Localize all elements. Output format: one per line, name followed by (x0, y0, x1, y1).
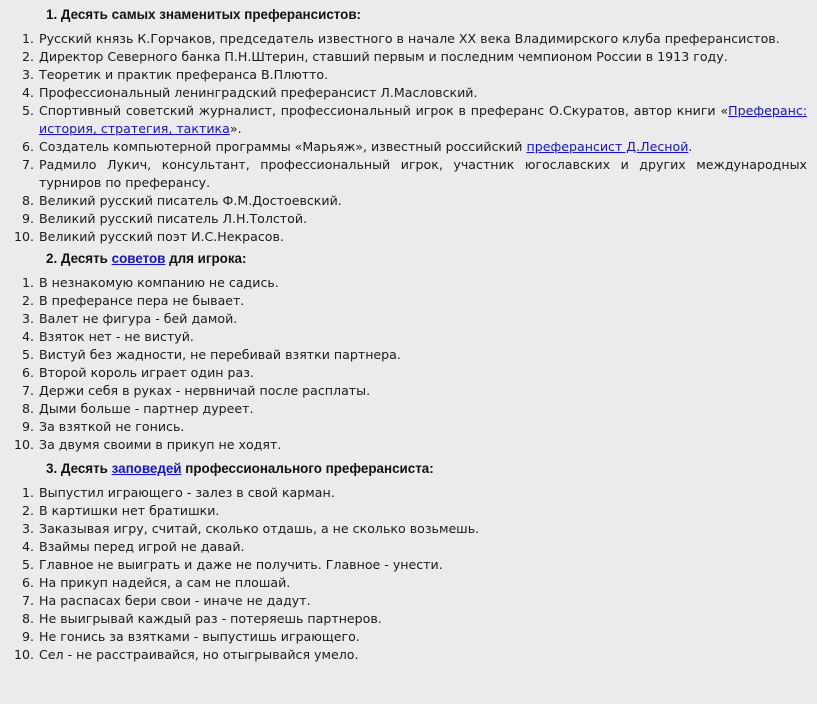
list-item: 5. Вистуй без жадности, не перебивай взятки партнера. (38, 346, 807, 364)
list-item-text: . (688, 139, 693, 154)
list-item: 8. Не выигрывай каждый раз - потеряешь партнеров. (38, 610, 807, 628)
book-link[interactable]: Преферанс: история, стратегия, тактика (39, 103, 807, 136)
list-item: 9. Великий русский писатель Л.Н.Толстой. (38, 210, 807, 228)
list-item: 5. Главное не выиграть и даже не получить. Главное - унести. (38, 556, 807, 574)
list-item (38, 138, 807, 156)
list-item: 4. Взаймы перед игрой не давай. (38, 538, 807, 556)
section-2-title (46, 250, 807, 268)
famous-players-list (0, 30, 807, 246)
list-item: 6. Второй король играет один раз. (38, 364, 807, 382)
list-item: 8. Дыми больше - партнер дуреет. (38, 400, 807, 418)
list-item: 3. Теоретик и практик преферанса В.Плютто. (38, 66, 807, 84)
list-item: 7. Держи себя в руках - нервничай после расплаты. (38, 382, 807, 400)
list-item: 9. За взяткой не гонись. (38, 418, 807, 436)
commandments-link[interactable]: заповедей (111, 461, 182, 476)
list-item: 6. На прикуп надейся, а сам не плошай. (38, 574, 807, 592)
tips-list (0, 274, 807, 454)
section-1-title: 1. Десять самых знаменитых преферансистов: (46, 7, 362, 22)
list-item: 10. За двумя своими в прикуп не ходят. (38, 436, 807, 454)
list-item-text: ». (229, 121, 242, 136)
list-item: 7. На распасах бери свои - иначе не дадут. (38, 592, 807, 610)
list-item-text: Создатель компьютерной программы «Марьяж», известный российский (39, 139, 527, 154)
tips-link[interactable]: советов (111, 251, 166, 266)
section-3-title (46, 460, 807, 478)
list-item: 2. В преферансе пера не бывает. (38, 292, 807, 310)
list-item: 4. Взяток нет - не вистуй. (38, 328, 807, 346)
list-item: 2. Директор Северного банка П.Н.Штерин, ставший первым и последним чемпионом России в 1913 году. (38, 48, 807, 66)
list-item: 2. В картишки нет братишки. (38, 502, 807, 520)
list-item: 8. Великий русский писатель Ф.М.Достоевский. (38, 192, 807, 210)
list-item: 9. Не гонись за взятками - выпустишь играющего. (38, 628, 807, 646)
section-title-text: профессионального преферансиста: (181, 461, 434, 476)
list-item: 7. Радмило Лукич, консультант, профессиональный игрок, участник югославских и других международных турниров по преферансу. (38, 156, 807, 192)
list-item: 10. Великий русский поэт И.С.Некрасов. (38, 228, 807, 246)
section-title-text: 3. Десять (46, 461, 112, 476)
list-item: 3. Валет не фигура - бей дамой. (38, 310, 807, 328)
section-title-text: для игрока: (165, 251, 247, 266)
list-item: 3. Заказывая игру, считай, сколько отдашь, а не сколько возьмешь. (38, 520, 807, 538)
section-title-text: 2. Десять (46, 251, 112, 266)
list-item: 4. Профессиональный ленинградский преферансист Л.Масловский. (38, 84, 807, 102)
player-link[interactable]: преферансист Д.Лесной (526, 139, 689, 154)
list-item-text: Спортивный советский журналист, профессиональный игрок в преферанс О.Скуратов, автор книги « (39, 103, 729, 118)
list-item (38, 102, 807, 138)
list-item: 1. Выпустил играющего - залез в свой карман. (38, 484, 807, 502)
list-item: 1. Русский князь К.Горчаков, председатель известного в начале XX века Владимирского клуба преферансистов. (38, 30, 807, 48)
list-item: 10. Сел - не расстраивайся, но отыгрывайся умело. (38, 646, 807, 664)
list-item: 1. В незнакомую компанию не садись. (38, 274, 807, 292)
commandments-list (0, 484, 807, 664)
